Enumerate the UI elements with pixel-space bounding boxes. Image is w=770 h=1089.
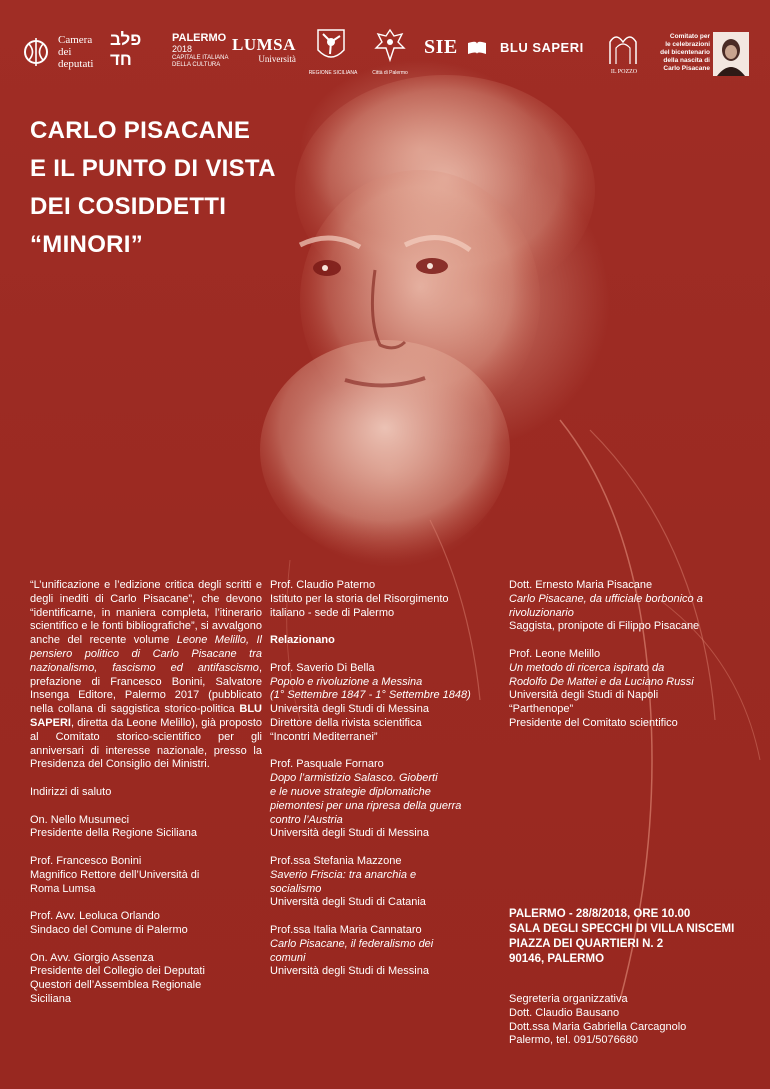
talk-title: (1° Settembre 1847 - 1° Settembre 1848)	[270, 689, 471, 702]
talk-title: Carlo Pisacane, il federalismo dei	[270, 937, 434, 950]
talk-title: Popolo e rivoluzione a Messina	[270, 675, 423, 688]
chair-role: Istituto per la storia del Risorgimento	[270, 592, 449, 605]
speaker-role: Magnifico Rettore dell’Università di	[30, 868, 200, 881]
speaker-role: Presidente della Regione Siciliana	[30, 827, 197, 840]
column-speakers-2	[509, 579, 744, 731]
speaker-role: Questori dell’Assemblea Regionale	[30, 979, 202, 992]
event-venue: SALA DEGLI SPECCHI DI VILLA NISCEMI	[509, 923, 735, 935]
il-pozzo-label: IL POZZO	[610, 69, 638, 75]
secretariat-contact-1: Dott. Claudio Bausano	[509, 1006, 620, 1019]
regione-siciliana-label: REGIONE SICILIANA	[308, 70, 358, 76]
speaker-affiliation: Università degli Studi di Messina	[270, 965, 429, 978]
arch-well-icon	[608, 30, 638, 66]
chair-role: italiano - sede di Palermo	[270, 606, 395, 619]
speaker-role: Siciliana	[30, 992, 71, 1005]
talk-title: Saverio Friscia: tra anarchia e	[270, 868, 417, 881]
speaker-name: Dott. Ernesto Maria Pisacane	[509, 579, 653, 591]
speaker-affiliation: Università degli Studi di Messina	[270, 703, 429, 716]
talk-title: comuni	[270, 951, 306, 964]
blu-saperi-logo: BLU SAPERI	[500, 40, 584, 55]
citta-palermo-label: Città di Palermo	[372, 70, 408, 76]
palermo-capitale-logo: PALERMO 2018 CAPITALE ITALIANA DELLA CULTURA	[172, 32, 229, 68]
title-line-4: “MINORI”	[30, 231, 144, 258]
lumsa-logo: LUMSA Università	[232, 35, 296, 64]
speaker-role: Roma Lumsa	[30, 882, 96, 895]
title-line-1: CARLO PISACANE	[30, 117, 251, 144]
talk-title: Un metodo di ricerca ispirato da	[509, 661, 665, 674]
talk-title: rivoluzionario	[509, 606, 574, 619]
speaker-role: Sindaco del Comune di Palermo	[30, 923, 188, 936]
speaker-name: On. Nello Musumeci	[30, 813, 130, 826]
talk-title: Rodolfo De Mattei e da Luciano Russi	[509, 675, 694, 688]
speaker-affiliation: Saggista, pronipote di Filippo Pisacane	[509, 620, 700, 633]
pisacane-portrait-thumbnail	[713, 32, 749, 76]
speaker-name: Prof. Avv. Leoluca Orlando	[30, 910, 160, 923]
title-line-3: DEI COSIDDETTI	[30, 193, 227, 220]
page-title	[30, 112, 350, 264]
speaker-name: On. Avv. Giorgio Assenza	[30, 951, 154, 964]
speaker-affiliation: Direttore della rivista scientifica	[270, 716, 422, 729]
event-date-time: PALERMO - 28/8/2018, ORE 10.00	[509, 908, 691, 920]
palermo-hebrew-mark: פלב חד	[110, 30, 142, 69]
title-line-2: E IL PUNTO DI VISTA	[30, 155, 276, 182]
eagle-crest-icon	[374, 26, 406, 66]
trinacria-icon	[314, 28, 348, 64]
saluto-heading: Indirizzi di saluto	[30, 785, 112, 798]
secretariat-heading: Segreteria organizzativa	[509, 993, 628, 1005]
speaker-name: Prof. Pasquale Fornaro	[270, 758, 384, 771]
speaker-name: Prof.ssa Stefania Mazzone	[270, 854, 402, 867]
book-icon	[466, 40, 488, 56]
event-details	[509, 907, 749, 967]
speaker-affiliation: Presidente del Comitato scientifico	[509, 716, 678, 729]
speaker-affiliation: Università degli Studi di Napoli	[509, 689, 659, 702]
talk-title: Dopo l’armistizio Salasco. Gioberti	[270, 772, 438, 785]
logo-bar	[0, 0, 770, 100]
camera-deputati-emblem-icon	[22, 34, 50, 70]
chair-name: Prof. Claudio Paterno	[270, 579, 376, 591]
column-speakers	[270, 579, 505, 979]
talk-title: contro l’Austria	[270, 813, 343, 826]
talk-title: socialismo	[270, 882, 322, 895]
comitato-label: Comitato per le celebrazioni del bicentenario della nascita di Carlo Pisacane	[660, 33, 710, 72]
speaker-name: Prof. Leone Melillo	[509, 647, 601, 660]
speaker-affiliation: Università degli Studi di Catania	[270, 896, 426, 909]
speaker-affiliation: Università degli Studi di Messina	[270, 827, 429, 840]
event-city: 90146, PALERMO	[509, 953, 605, 965]
talk-title: Carlo Pisacane, da ufficiale borbonico a	[509, 592, 703, 605]
camera-deputati-logo: Camera dei deputati	[58, 34, 94, 70]
talk-title: e le nuove strategie diplomatiche	[270, 785, 431, 798]
speaker-name: Prof. Saverio Di Bella	[270, 661, 375, 674]
relazionano-heading: Relazionano	[270, 634, 335, 647]
speaker-role: Presidente del Collegio dei Deputati	[30, 965, 205, 978]
secretariat-phone: Palermo, tel. 091/5076680	[509, 1034, 639, 1047]
intro-paragraph: “L’unificazione e l’edizione critica degli scritti e degli inediti di Carlo Pisacane”, che devono “identificarne, in maniera completa, l’itinerario scientifico e le fonti bibliografiche”, si avvalgono anche del recente volume Leone Melillo, Il pensiero politico di Carlo Pisacane tra nazionalismo, fascismo ed antifascismo, prefazione di Francesco Bonini, Salvatore Insenga Editore, Palermo 2017 (pubblicato nella collana di saggistica storico-politica BLU SAPERI, diretta da Leone Melillo), già proposto al Comitato storico-scientifico per gli anniversari di interesse nazionale, presso la Presidenza del Consiglio dei Ministri.	[30, 579, 262, 771]
talk-title: piemontesi per una ripresa della guerra	[270, 799, 462, 812]
secretariat-contact	[509, 993, 749, 1048]
speaker-affiliation: “Parthenope”	[509, 703, 574, 716]
sie-logo: SIE	[424, 36, 458, 58]
speaker-name: Prof.ssa Italia Maria Cannataro	[270, 923, 422, 936]
speaker-affiliation: “Incontri Mediterranei”	[270, 730, 378, 743]
secretariat-contact-2: Dott.ssa Maria Gabriella Carcagnolo	[509, 1020, 687, 1033]
event-address: PIAZZA DEI QUARTIERI N. 2	[509, 938, 664, 950]
speaker-name: Prof. Francesco Bonini	[30, 854, 142, 867]
column-intro	[30, 579, 262, 1007]
